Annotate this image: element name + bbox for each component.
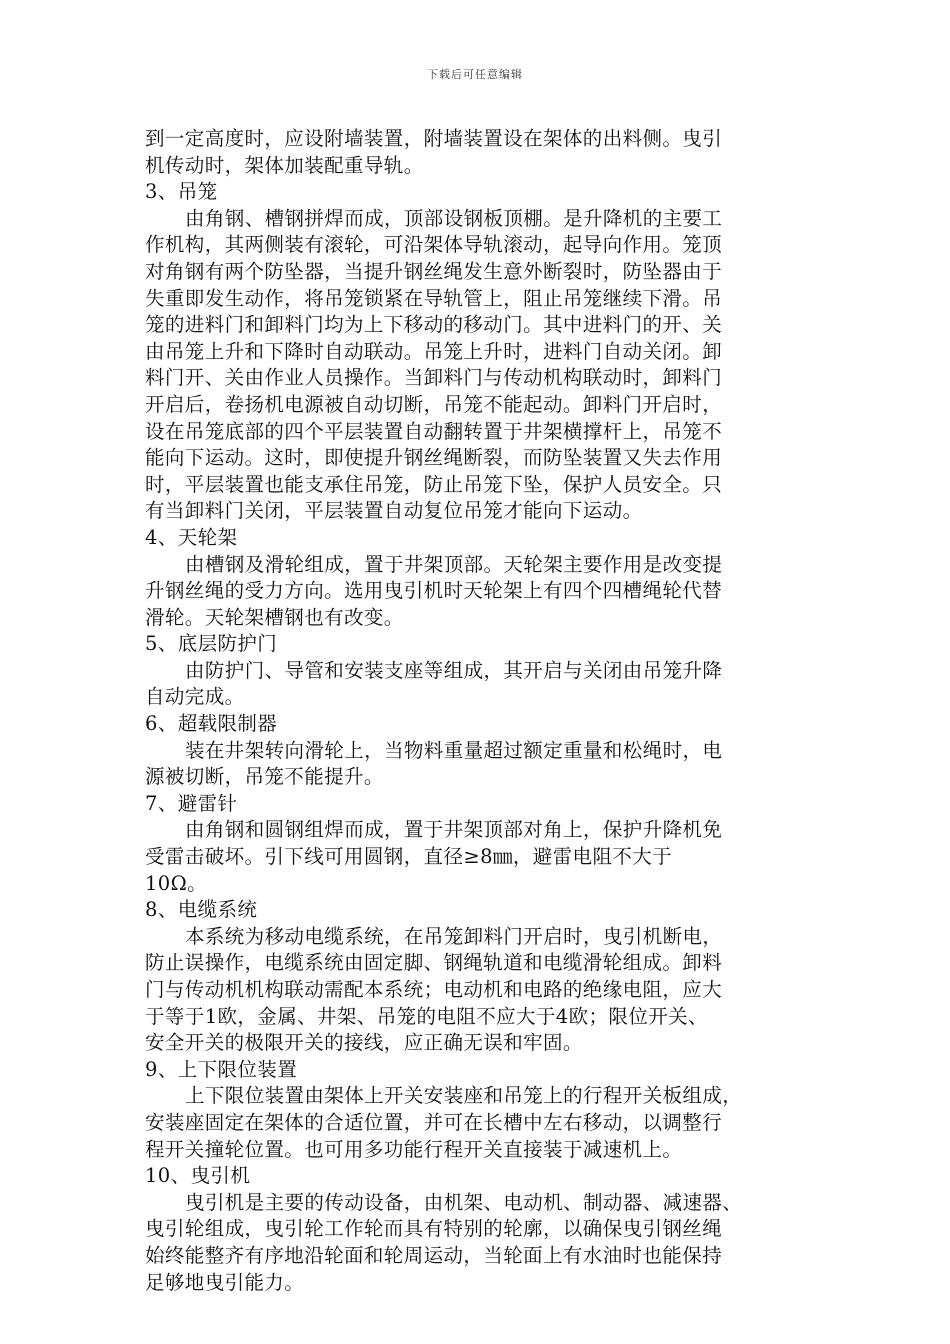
text-line: 8、电缆系统 [145, 898, 258, 922]
paragraph-first-line: 上下限位装置由架体上开关安装座和吊笼上的行程开关板组成， [185, 1084, 743, 1108]
text-line: 对角钢有两个防坠器，当提升钢丝绳发生意外断裂时，防坠器由于 [145, 259, 723, 283]
paragraph-first-line: 由角钢、槽钢拼焊而成，顶部设钢板顶棚。是升降机的主要工 [185, 206, 723, 230]
text-line: 10Ω。 [145, 871, 208, 895]
text-line: 滑轮。天轮架槽钢也有改变。 [145, 605, 404, 629]
text-line: 受雷击破坏。引下线可用圆钢，直径≥8㎜，避雷电阻不大于 [145, 845, 673, 869]
text-line: 安全开关的极限开关的接线，应正确无误和牢固。 [145, 1031, 583, 1055]
paragraph-first-line: 装在井架转向滑轮上，当物料重量超过额定重量和松绳时，电 [185, 738, 723, 762]
text-line: 料门开、关由作业人员操作。当卸料门与传动机构联动时，卸料门 [145, 366, 723, 390]
text-line: 开启后，卷扬机电源被自动切断，吊笼不能起动。卸料门开启时， [145, 392, 723, 416]
text-line: 失重即发生动作，将吊笼锁紧在导轨管上，阻止吊笼继续下滑。吊 [145, 286, 723, 310]
text-line: 10、曳引机 [145, 1164, 251, 1188]
text-line: 升钢丝绳的受力方向。选用曳引机时天轮架上有四个四槽绳轮代替 [145, 579, 723, 603]
text-line: 5、底层防护门 [145, 632, 278, 656]
text-line: 9、上下限位装置 [145, 1057, 298, 1081]
text-line: 门与传动机机构联动需配本系统；电动机和电路的绝缘电阻，应大 [145, 978, 723, 1001]
text-line: 足够地曳引能力。 [145, 1270, 305, 1294]
paragraph-first-line: 由槽钢及滑轮组成，置于井架顶部。天轮架主要作用是改变提 [185, 552, 723, 576]
paragraph-first-line: 由角钢和圆钢组焊而成，置于井架顶部对角上，保护升降机免 [185, 818, 723, 842]
text-line: 程开关撞轮位置。也可用多功能行程开关直接装于减速机上。 [145, 1137, 683, 1161]
text-line: 由吊笼上升和下降时自动联动。吊笼上升时，进料门自动关闭。卸 [145, 339, 723, 363]
text-line: 自动完成。 [145, 685, 245, 709]
text-line: 4、天轮架 [145, 525, 238, 549]
text-line: 曳引轮组成，曳引轮工作轮而具有特别的轮廓，以确保曳引钢丝绳 [145, 1217, 723, 1241]
text-line: 能向下运动。这时，即使提升钢丝绳断裂，而防坠装置又失去作用 [145, 446, 723, 470]
text-line: 于等于1欧，金属、井架、吊笼的电阻不应大于4欧；限位开关、 [145, 1004, 708, 1028]
paragraph-first-line: 曳引机是主要的传动设备，由机架、电动机、制动器、减速器、 [185, 1190, 743, 1214]
text-line: 机传动时，架体加装配重导轨。 [145, 153, 424, 177]
paragraph-first-line: 由防护门、导管和安装支座等组成，其开启与关闭由吊笼升降 [185, 658, 723, 682]
text-line: 时，平层装置也能支承住吊笼，防止吊笼下坠，保护人员安全。只 [145, 472, 723, 496]
text-line: 7、避雷针 [145, 791, 238, 815]
text-line: 6、超载限制器 [145, 712, 278, 736]
text-line: 到一定高度时，应设附墙装置，附墙装置设在架体的出料侧。曳引 [145, 127, 723, 150]
text-line: 有当卸料门关闭，平层装置自动复位吊笼才能向下运动。 [145, 499, 643, 523]
paragraph-first-line: 本系统为移动电缆系统，在吊笼卸料门开启时，曳引机断电， [185, 924, 723, 948]
text-line: 作机构，其两侧装有滚轮，可沿架体导轨滚动，起导向作用。笼顶 [145, 233, 723, 257]
text-line: 笼的进料门和卸料门均为上下移动的移动门。其中进料门的开、关 [145, 313, 723, 337]
page-header: 下载后可任意编辑 [427, 68, 523, 81]
document-body [145, 126, 810, 1296]
text-line: 始终能整齐有序地沿轮面和轮周运动，当轮面上有水油时也能保持 [145, 1243, 723, 1267]
text-line: 源被切断，吊笼不能提升。 [145, 765, 384, 789]
text-line: 3、吊笼 [145, 180, 218, 204]
text-line: 防止误操作，电缆系统由固定脚、钢绳轨道和电缆滑轮组成。卸料 [145, 951, 723, 975]
text-line: 设在吊笼底部的四个平层装置自动翻转置于井架横撑杆上，吊笼不 [145, 419, 723, 443]
text-line: 安装座固定在架体的合适位置，并可在长槽中左右移动，以调整行 [145, 1110, 723, 1134]
